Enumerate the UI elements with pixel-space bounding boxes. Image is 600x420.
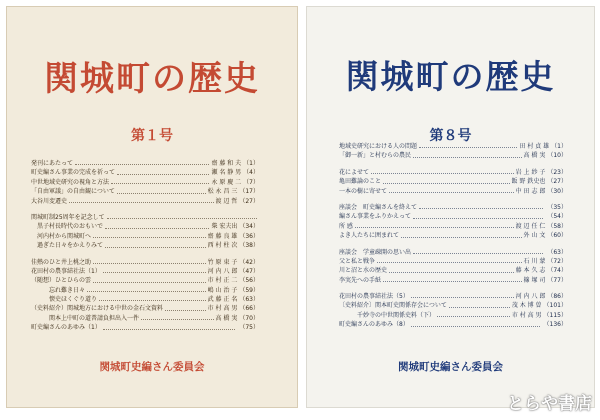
toc-author: 岩 上 紗 子 [515, 168, 546, 176]
toc-spacer [339, 196, 567, 203]
cover-title: 関城町の歴史 [44, 59, 260, 99]
toc-spacer [339, 161, 567, 168]
toc-author: 市 村 高 男 [207, 305, 238, 313]
toc-author: 中 田 志 郎 [515, 187, 546, 195]
toc-author: 外 山 文 [523, 232, 546, 240]
toc-page: （75） [239, 324, 259, 332]
toc-leader-dots [75, 159, 209, 165]
toc-leader-dots [107, 213, 257, 219]
toc-author: 瀬 名 静 男 [211, 169, 242, 177]
toc-leader-dots [103, 267, 206, 273]
toc-page: （54） [547, 213, 567, 221]
toc-leader-dots [437, 311, 510, 317]
toc-author: 柴 宏夫出 [211, 223, 238, 231]
toc-entry [31, 197, 259, 206]
toc-page: （35） [547, 203, 567, 211]
toc-leader-dots [389, 187, 514, 193]
toc-page: （1） [551, 143, 567, 150]
toc-page: （59） [239, 286, 259, 294]
toc-author: 松 永 昌 三 [207, 188, 238, 196]
cover-issue-8 [306, 6, 595, 408]
toc-entry [31, 232, 259, 241]
toc-page: （58） [547, 222, 567, 230]
toc-title: 中世地域史研究の視角と方法 [31, 178, 110, 186]
toc-page: （66） [239, 305, 259, 313]
toc-title: 「御一新」と村むらの農民 [339, 152, 412, 160]
toc-title: 千妙寺の中世関係史料（下） [339, 311, 436, 319]
toc-page: （136） [543, 321, 567, 329]
toc-author: 武 藤 正 名 [207, 296, 238, 304]
toc-entry [339, 222, 567, 231]
toc-leader-dots [117, 187, 206, 193]
toc-entry [339, 248, 567, 257]
toc-page: （63） [239, 296, 259, 304]
cover-issue-1 [6, 6, 298, 408]
toc-leader-dots [389, 266, 514, 272]
toc-entry [31, 222, 259, 231]
toc-entry [31, 159, 259, 168]
toc-title: 忘れ難き日々 [31, 286, 86, 294]
toc-page: （101） [543, 302, 567, 310]
toc-title: 編さん事業をふりかえって [339, 213, 412, 221]
shop-watermark: とらや書店 [507, 394, 592, 414]
toc-spacer [339, 285, 567, 292]
toc-author: 高 橋 実 [523, 152, 546, 160]
toc-leader-dots [165, 304, 206, 310]
toc-author: 石 川 蒙 [523, 257, 546, 265]
toc-title: 懐史ほくぐり道り [31, 296, 98, 304]
toc-page: （72） [547, 257, 567, 265]
table-of-contents [31, 159, 259, 333]
toc-leader-dots [111, 178, 209, 184]
toc-entry [31, 304, 259, 313]
toc-leader-dots [383, 177, 510, 183]
toc-page: （23） [547, 168, 567, 176]
toc-page: （86） [547, 293, 567, 301]
toc-title: 発刊にあたって [31, 160, 74, 167]
toc-leader-dots [93, 232, 206, 238]
toc-title: 地域史研究における人の問題 [339, 143, 418, 150]
toc-page: （42） [239, 258, 259, 266]
toc-entry [31, 258, 259, 267]
toc-author: 竹 原 束 子 [207, 258, 238, 266]
toc-author: 藤 本 久 志 [515, 267, 546, 275]
toc-page: （4） [243, 169, 259, 177]
toc-leader-dots [411, 292, 514, 298]
toc-author: 西 村 柱 次 [207, 242, 238, 250]
toc-entry [339, 168, 567, 177]
toc-leader-dots [117, 168, 209, 174]
toc-leader-dots [419, 142, 517, 148]
toc-title: 町史編さんのあゆみ（8） [339, 321, 409, 329]
toc-title: 過ぎた日々をかえりみて [31, 242, 104, 250]
toc-entry [339, 320, 567, 329]
toc-title: 花田村の農事結社法（1） [31, 267, 101, 275]
toc-title: （史料紹介）関城地方における中世の金石文資料 [31, 305, 164, 313]
toc-page: （7） [243, 178, 259, 186]
toc-entry [31, 187, 259, 196]
toc-spacer [31, 251, 259, 258]
toc-author: 渡 辺 任 仁 [515, 222, 546, 230]
toc-leader-dots [377, 257, 522, 263]
toc-author: 河 内 八 郎 [515, 293, 546, 301]
toc-title: 父と私と戦争 [339, 257, 376, 265]
toc-entry [339, 231, 567, 240]
toc-entry [31, 168, 259, 177]
toc-author: 永 原 慶 二 [211, 178, 242, 186]
toc-title: 川と沼と水の歴史 [339, 267, 388, 275]
toc-title: 佳熱のひと井上桃之助 [31, 258, 92, 266]
toc-page: （63） [547, 248, 567, 256]
toc-title: 花によせて [339, 168, 370, 176]
toc-leader-dots [93, 276, 206, 282]
toc-entry [339, 276, 567, 285]
toc-page: （47） [239, 267, 259, 275]
toc-title: 河内村から関城町へ [31, 232, 92, 240]
toc-title: 〔史料紹介〕関本町史関係存会について [339, 302, 447, 310]
toc-entry [31, 276, 259, 285]
toc-page: （60） [547, 232, 567, 240]
toc-entry [31, 178, 259, 187]
toc-title: 町史編さん事業の完成を祈って [31, 169, 116, 177]
table-of-contents [339, 142, 567, 330]
toc-author: 渡 辺 哲 [215, 197, 238, 205]
toc-entry [31, 314, 259, 323]
toc-page: （30） [547, 187, 567, 195]
toc-page: （56） [239, 277, 259, 285]
issue-number: 第８号 [429, 128, 472, 144]
toc-leader-dots [141, 314, 214, 320]
toc-title: （随想）ひとひらの雲 [31, 277, 92, 285]
toc-leader-dots [105, 241, 206, 247]
toc-title: 花田村の農事結社法（5） [339, 293, 409, 301]
toc-leader-dots [87, 286, 206, 292]
toc-leader-dots [413, 212, 543, 218]
toc-page: （27） [239, 197, 259, 205]
toc-page: （10） [547, 152, 567, 160]
toc-leader-dots [449, 301, 510, 307]
toc-author: 嶋 山 治 子 [207, 286, 238, 294]
toc-title: 座談会 町史編さんを終えて [339, 203, 418, 211]
toc-leader-dots [103, 323, 236, 329]
toc-leader-dots [105, 222, 209, 228]
toc-title: 所 感 [339, 222, 353, 230]
toc-spacer [339, 241, 567, 248]
toc-page: （70） [239, 314, 259, 322]
toc-author: 齋 藤 和 夫 [211, 160, 242, 167]
toc-author: 市 村 正 二 [207, 277, 238, 285]
toc-author: 市 村 高 男 [511, 311, 542, 319]
toc-entry [339, 212, 567, 221]
toc-leader-dots [411, 320, 540, 326]
toc-page: （74） [547, 267, 567, 275]
toc-title: 町史編さんのあゆみ（1） [31, 324, 101, 332]
toc-entry [339, 311, 567, 320]
toc-page: （77） [547, 276, 567, 284]
toc-title: 李実先への手紙 [339, 276, 382, 284]
toc-author: 田 村 貞 雄 [519, 143, 550, 150]
toc-entry [339, 203, 567, 212]
toc-leader-dots [413, 248, 543, 254]
toc-page: （1） [243, 160, 259, 167]
toc-leader-dots [355, 222, 514, 228]
toc-author: 茂 木 博 曽 [511, 302, 542, 310]
toc-entry [31, 323, 259, 332]
toc-title: 「自由軍議」の自由観について [31, 188, 115, 196]
toc-leader-dots [383, 276, 522, 282]
toc-page: （34） [239, 223, 259, 231]
toc-author: 篠 塚 司 [523, 276, 546, 284]
toc-author: 高 橋 実 [215, 314, 238, 322]
toc-title: よき人たちに囲まれて [339, 232, 400, 240]
toc-entry [339, 151, 567, 160]
publisher: 関城町史編さん委員会 [99, 361, 205, 373]
toc-entry [339, 292, 567, 301]
toc-leader-dots [419, 203, 543, 209]
toc-leader-dots [93, 258, 206, 264]
toc-author: 河 内 八 郎 [207, 267, 238, 275]
toc-page: （17） [239, 188, 259, 196]
toc-entry [339, 301, 567, 310]
toc-leader-dots [401, 231, 522, 237]
toc-entry [339, 142, 567, 151]
toc-entry [31, 213, 259, 222]
cover-title: 関城町の歴史 [345, 57, 556, 96]
toc-leader-dots [69, 197, 214, 203]
toc-entry [339, 177, 567, 186]
toc-title: 大谷川変遷史 [31, 197, 68, 205]
toc-title: 一本の樹に寄せて [339, 187, 388, 195]
toc-page: （36） [239, 232, 259, 240]
toc-leader-dots [99, 295, 206, 301]
toc-entry [31, 295, 259, 304]
toc-author: 齋 藤 良 雄 [207, 232, 238, 240]
toc-title: 黒子村長時代のおもいで [31, 223, 104, 231]
toc-entry [31, 241, 259, 250]
toc-page: （115） [543, 311, 567, 319]
toc-page: （38） [239, 242, 259, 250]
toc-entry [339, 187, 567, 196]
toc-page: （27） [547, 178, 567, 186]
toc-title: 座談会 学童疎開の思い出 [339, 248, 412, 256]
toc-title: 亀田難論のこと [339, 178, 382, 186]
toc-leader-dots [371, 168, 514, 174]
toc-title: 関城町制25周年を記念して [31, 213, 105, 221]
toc-spacer [31, 206, 259, 213]
publisher: 関城町史編さん委員会 [398, 361, 503, 373]
toc-entry [31, 286, 259, 295]
toc-entry [31, 267, 259, 276]
issue-number: 第１号 [131, 128, 173, 144]
toc-entry [339, 257, 567, 266]
toc-author: 飯 野 鉄史也 [511, 178, 546, 186]
toc-leader-dots [413, 151, 522, 157]
toc-entry [339, 266, 567, 275]
toc-title: 関本上中町の道普請負担出入一件 [31, 314, 140, 322]
